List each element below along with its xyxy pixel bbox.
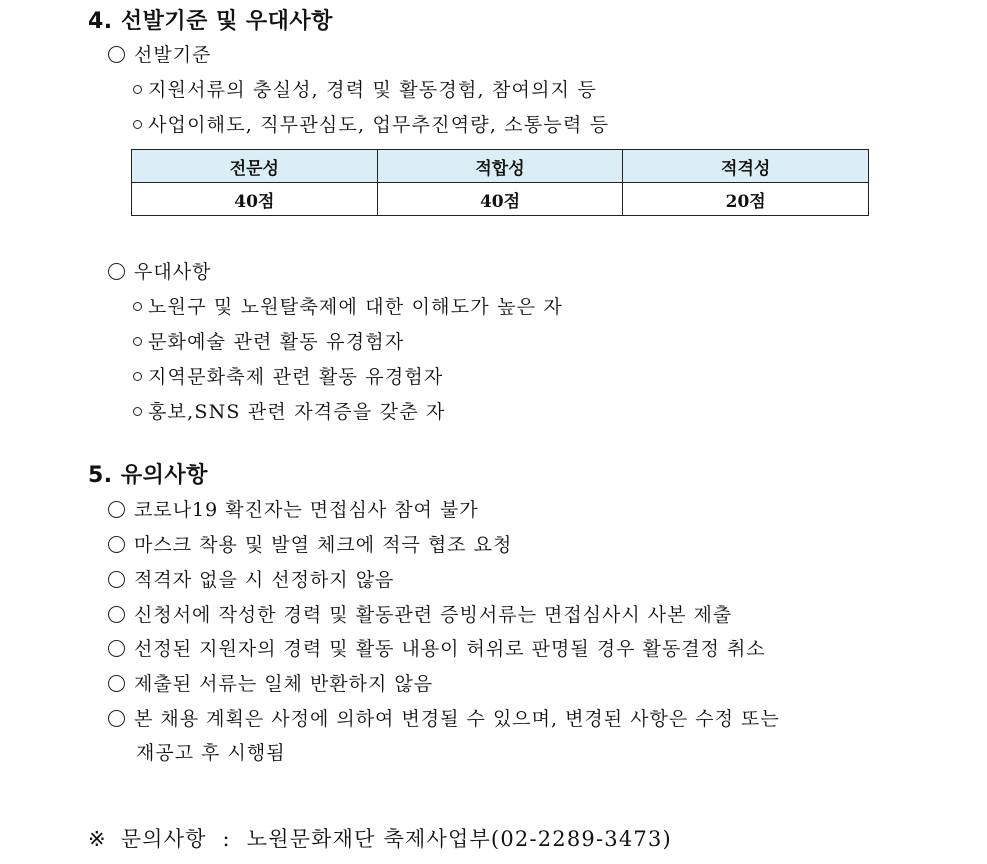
circle-bullet-icon	[108, 46, 125, 63]
preferences-heading	[108, 257, 211, 284]
section4-title: 4. 선발기준 및 우대사항	[88, 9, 333, 34]
criteria-heading	[108, 40, 211, 67]
small-circle-bullet-icon	[133, 85, 142, 94]
score-value-expertise: 40점	[132, 183, 378, 216]
notice-item-text: 적격자 없을 시 선정하지 않음	[134, 569, 395, 591]
section5-title: 5. 유의사항	[88, 463, 208, 488]
notice-item	[108, 600, 732, 627]
notice-item	[108, 669, 433, 696]
criteria-item-text: 지원서류의 충실성, 경력 및 활동경험, 참여의지 등	[148, 79, 597, 101]
criteria-item	[133, 110, 609, 137]
circle-bullet-icon	[108, 606, 125, 623]
notice-item-text: 제출된 서류는 일체 반환하지 않음	[134, 673, 434, 695]
circle-bullet-icon	[108, 640, 125, 657]
criteria-item	[133, 75, 597, 102]
contact-text: 노원문화재단 축제사업부(02-2289-3473)	[246, 827, 672, 851]
small-circle-bullet-icon	[133, 372, 142, 381]
small-circle-bullet-icon	[133, 407, 142, 416]
notice-item-text: 마스크 착용 및 발열 체크에 적극 협조 요청	[134, 534, 513, 556]
small-circle-bullet-icon	[133, 337, 142, 346]
preference-item-text: 노원구 및 노원탈축제에 대한 이해도가 높은 자	[148, 296, 563, 318]
contact-label: 문의사항	[120, 827, 207, 851]
score-table	[131, 149, 869, 216]
score-value-suitability: 40점	[377, 183, 623, 216]
preference-item	[133, 397, 446, 424]
contact-line	[88, 823, 672, 853]
score-header-expertise: 전문성	[132, 150, 378, 183]
score-header-suitability: 적합성	[377, 150, 623, 183]
preference-item-text: 지역문화축제 관련 활동 유경험자	[148, 366, 444, 388]
score-value-eligibility: 20점	[623, 183, 869, 216]
notice-item-continuation: 재공고 후 시행됨	[136, 742, 286, 764]
notice-item-text: 신청서에 작성한 경력 및 활동관련 증빙서류는 면접심사시 사본 제출	[134, 604, 733, 626]
contact-separator: :	[222, 827, 231, 851]
circle-bullet-icon	[108, 710, 125, 727]
criteria-heading-text: 선발기준	[134, 44, 212, 66]
score-table-header-row	[132, 150, 869, 183]
circle-bullet-icon	[108, 675, 125, 692]
preference-item-text: 홍보,SNS 관련 자격증을 갖춘 자	[148, 401, 446, 423]
notice-item-text: 선정된 지원자의 경력 및 활동 내용이 허위로 판명될 경우 활동결정 취소	[134, 638, 766, 660]
reference-mark-icon: ※	[88, 827, 107, 851]
score-table-value-row	[132, 183, 869, 216]
notice-item	[108, 530, 512, 557]
preference-item	[133, 292, 563, 319]
notice-item-text: 코로나19 확진자는 면접심사 참여 불가	[134, 499, 479, 521]
preference-item	[133, 327, 404, 354]
notice-item	[108, 495, 479, 522]
preferences-heading-text: 우대사항	[134, 261, 212, 283]
score-header-eligibility: 적격성	[623, 150, 869, 183]
circle-bullet-icon	[108, 571, 125, 588]
small-circle-bullet-icon	[133, 120, 142, 129]
circle-bullet-icon	[108, 501, 125, 518]
criteria-item-text: 사업이해도, 직무관심도, 업무추진역량, 소통능력 등	[148, 114, 610, 136]
notice-item-text: 본 채용 계획은 사정에 의하여 변경될 수 있으며, 변경된 사항은 수정 또는	[134, 708, 780, 730]
circle-bullet-icon	[108, 263, 125, 280]
small-circle-bullet-icon	[133, 302, 142, 311]
notice-item	[108, 634, 766, 661]
preference-item-text: 문화예술 관련 활동 유경험자	[148, 331, 405, 353]
preference-item	[133, 362, 443, 389]
notice-item	[108, 565, 394, 592]
notice-item	[108, 704, 780, 731]
circle-bullet-icon	[108, 536, 125, 553]
